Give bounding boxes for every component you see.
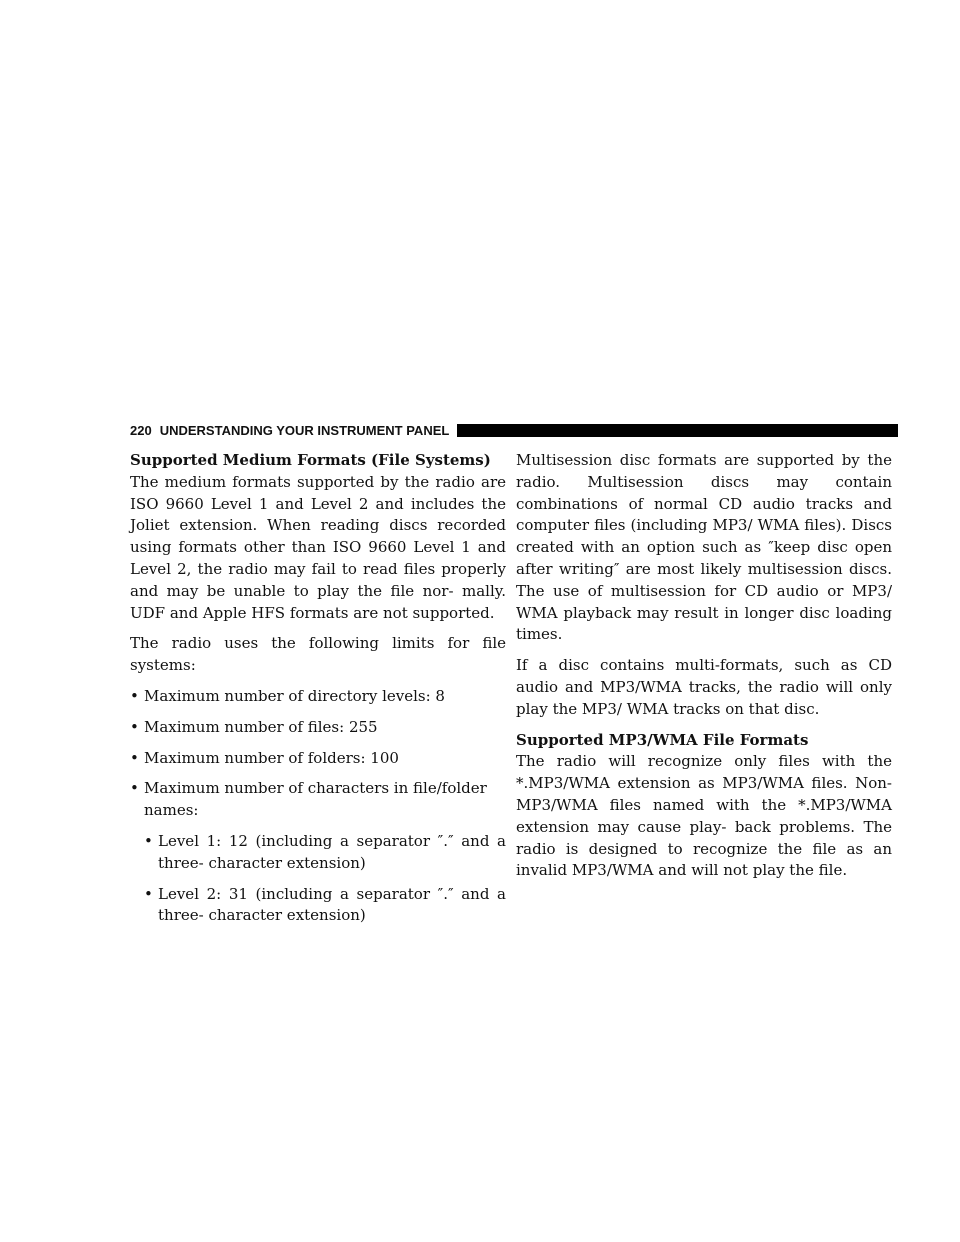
right-column [516, 450, 892, 891]
bullet-icon: • [130, 686, 139, 705]
list-item: • Maximum number of files: 255 [130, 717, 506, 739]
bullet-icon: • [130, 779, 139, 798]
paragraph-file-formats: The radio will recognize only files with the *.MP3/WMA extension as MP3/WMA files. Non-MP3/WMA files named with the *.MP3/WMA extension may cause play- back problems. The radio is designed to recognize the file as an invalid MP3/WMA and will not play the file. [516, 752, 892, 880]
bullet-icon: • [144, 884, 153, 903]
left-column [130, 450, 506, 936]
name-length-list [144, 831, 506, 927]
bullet-icon: • [130, 717, 139, 736]
list-item: • Maximum number of directory levels: 8 [130, 686, 506, 708]
list-item: • Maximum number of characters in file/folder names: [130, 779, 487, 820]
heading-file-formats: Supported MP3/WMA File Formats [516, 730, 809, 749]
list-item: • Level 1: 12 (including a separator ″.″ and a three- character extension) [144, 831, 506, 872]
page-header [130, 420, 898, 440]
heading-medium-formats: Supported Medium Formats (File Systems) [130, 451, 491, 469]
bullet-icon: • [144, 831, 153, 850]
list-item: • Maximum number of folders: 100 [130, 748, 506, 770]
list-item: • Level 2: 31 (including a separator ″.″ and a three- character extension) [144, 884, 506, 925]
paragraph-limits-intro: The radio uses the following limits for file systems: [130, 634, 506, 675]
header-rule [457, 424, 898, 437]
paragraph-multisession: Multisession disc formats are supported by the radio. Multisession discs may contain combinations of normal CD audio tracks and computer files (including MP3/ WMA files). Discs created with an option such as ″keep disc open after writing″ are most likely multisession discs. The use of multisession for CD audio or MP3/ WMA playback may result in longer disc loading times. [516, 451, 892, 644]
paragraph-multi-formats: If a disc contains multi-formats, such as CD audio and MP3/WMA tracks, the radio will only play the MP3/ WMA tracks on that disc. [516, 656, 892, 718]
limits-list [130, 686, 506, 822]
section-title: UNDERSTANDING YOUR INSTRUMENT PANEL [159, 422, 450, 438]
paragraph-medium-formats: The medium formats supported by the radio are ISO 9660 Level 1 and Level 2 and includes the Joliet extension. When reading discs recorded using formats other than ISO 9660 Level 1 and Level 2, the radio may fail to read files properly and may be unable to play the file nor- mally. UDF and Apple HFS formats are not supported. [130, 472, 506, 622]
bullet-icon: • [130, 748, 139, 767]
page-number: 220 [130, 422, 152, 438]
